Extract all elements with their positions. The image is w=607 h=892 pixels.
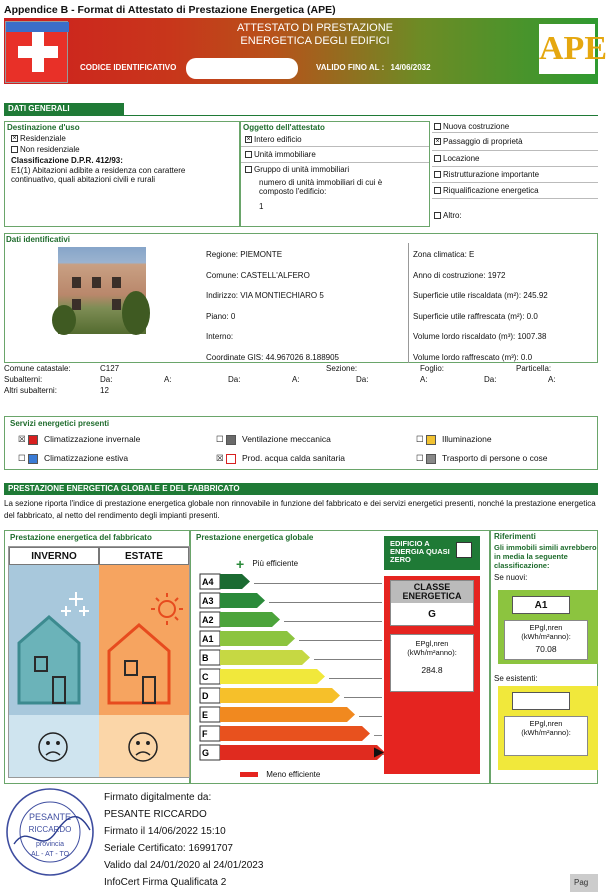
residenziale-label: Residenziale [20, 134, 66, 143]
section-dati-generali: DATI GENERALI [4, 103, 124, 115]
classificazione-title: Classificazione D.P.R. 412/93: [11, 156, 123, 165]
nuova-checkbox[interactable] [434, 123, 441, 130]
numero-label: numero di unità immobiliari di cui è composto l'edificio: [259, 178, 383, 196]
location-info [206, 245, 406, 369]
dati-identificativi-title: Dati identificativi [6, 235, 71, 244]
service-lighting-check[interactable]: ☐ [416, 434, 424, 444]
nuovi-epgl-value: 70.08 [535, 644, 557, 654]
service-lighting [416, 434, 492, 445]
class-arrow-d [200, 688, 382, 703]
altro-label: Altro: [443, 211, 462, 220]
sub-a-1: A: [164, 375, 172, 384]
altro-checkbox[interactable] [434, 212, 441, 219]
sig-line1: Firmato digitalmente da: [104, 792, 212, 803]
meno-efficiente-label [240, 770, 320, 779]
comune-catastale-value: C127 [100, 364, 120, 373]
inverno-label: INVERNO [9, 547, 99, 565]
ristrutturazione-label: Ristrutturazione importante [443, 170, 540, 179]
destinazione-title: Destinazione d'uso [7, 123, 80, 132]
oggetto-box [240, 121, 430, 227]
class-arrow-b [200, 650, 382, 665]
class-arrow-a3 [200, 593, 382, 608]
stamp-name: PESANTE [28, 812, 72, 822]
banner-title [220, 22, 410, 48]
sig-line3: Firmato il 14/06/2022 15:10 [104, 826, 226, 837]
service-ventilation-check[interactable]: ☐ [216, 434, 224, 444]
comune-catastale-label: Comune catastale: [4, 364, 71, 373]
subalterni-label: Subalterni: [4, 375, 43, 384]
service-summer-check[interactable]: ☐ [18, 453, 26, 463]
energy-class-scale [196, 574, 386, 770]
service-hot-water-label: Prod. acqua calda sanitaria [242, 453, 346, 463]
piemonte-flag-logo [5, 21, 68, 83]
class-bar-b [220, 650, 310, 665]
nzeb-label: EDIFICIO A ENERGIA QUASI ZERO [390, 539, 450, 564]
superficie-raffrescata: Superficie utile raffrescata (m²): 0.0 [413, 311, 538, 321]
indirizzo: Indirizzo: VIA MONTIECHIARO 5 [206, 291, 324, 301]
non-residenziale-checkbox[interactable] [11, 146, 18, 153]
tap-icon [226, 454, 236, 464]
sezione-label: Sezione: [326, 364, 358, 373]
class-arrow-e [200, 707, 382, 722]
class-label-d: D [202, 691, 209, 701]
sig-line2: PESANTE RICCARDO [104, 809, 207, 820]
intero-checkbox[interactable]: × [246, 136, 251, 144]
epgl-card [390, 634, 474, 692]
air-conditioner-icon [28, 454, 38, 464]
volume-raffrescato: Volume lordo raffrescato (m³): 0.0 [413, 352, 533, 362]
altri-subalterni-value: 12 [100, 386, 109, 395]
ristrutturazione-checkbox[interactable] [434, 171, 441, 178]
stamp-prov: provincia [35, 841, 65, 848]
class-arrow-g [200, 745, 389, 760]
houses-panel [8, 546, 190, 778]
class-arrow-a4 [200, 574, 382, 589]
valid-until [316, 63, 431, 72]
unita-label: Unità immobiliare [254, 150, 316, 159]
zona-climatica: Zona climatica: E [413, 250, 475, 259]
minus-icon [240, 772, 258, 777]
classe-card [390, 580, 474, 626]
service-summer-label: Climatizzazione estiva [44, 453, 129, 463]
gruppo-checkbox[interactable] [245, 166, 252, 173]
class-arrow-a2 [200, 612, 382, 627]
class-arrow-f [200, 726, 382, 741]
piano: Piano: 0 [206, 311, 236, 321]
classe-value: G [428, 609, 436, 620]
class-bar-a1 [220, 631, 295, 646]
service-winter-check[interactable]: ☒ [18, 434, 26, 444]
service-transport-label: Trasporto di persone o cose [442, 453, 548, 463]
class-bar-e [220, 707, 355, 722]
volume-riscaldato: Volume lordo riscaldato (m³): 1007.38 [413, 332, 547, 342]
sad-face-icon [39, 733, 67, 761]
gruppo-label: Gruppo di unità immobiliari [254, 165, 350, 174]
esistenti-epgl-card [504, 716, 588, 756]
residenziale-checkbox[interactable]: × [12, 135, 17, 143]
radiator-icon [28, 435, 38, 445]
class-label-b: B [202, 653, 209, 663]
fabbricato-title: Prestazione energetica del fabbricato [10, 533, 152, 542]
professional-stamp [4, 786, 96, 878]
piu-efficiente-text: Più efficiente [252, 559, 299, 569]
non-residenziale-label: Non residenziale [20, 145, 80, 154]
class-arrow-c [200, 669, 382, 684]
class-label-f: F [202, 729, 208, 739]
riqualificazione-label: Riqualificazione energetica [443, 186, 539, 195]
sub-a-4: A: [548, 375, 556, 384]
class-label-a4: A4 [202, 577, 214, 587]
esistenti-epgl-label: EPgl,nren (kWh/m²anno): [521, 719, 571, 737]
sub-da-2: Da: [228, 375, 241, 384]
banner-title-line2: ENERGETICA DEGLI EDIFICI [240, 35, 390, 47]
esistenti-classe [512, 692, 570, 710]
intero-label: Intero edificio [254, 135, 302, 144]
meno-efficiente-text: Meno efficiente [266, 770, 321, 779]
se-esistenti-label: Se esistenti: [494, 674, 538, 683]
motivo-box [432, 121, 598, 227]
passaggio-label: Passaggio di proprietà [443, 137, 523, 146]
sub-a-3: A: [420, 375, 428, 384]
sub-a-2: A: [292, 375, 300, 384]
class-bar-c [220, 669, 325, 684]
service-summer [18, 453, 128, 464]
nuovi-epgl-card [504, 620, 588, 660]
service-transport-check[interactable]: ☐ [416, 453, 424, 463]
nzeb-checkbox[interactable] [456, 542, 472, 558]
service-hot-water [216, 453, 345, 464]
valid-label: VALIDO FINO AL : [316, 63, 385, 72]
valid-date: 14/06/2032 [390, 63, 431, 72]
se-nuovi-label: Se nuovi: [494, 573, 528, 582]
servizi-title: Servizi energetici presenti [10, 419, 110, 428]
service-winter [18, 434, 140, 445]
stamp-sub: RICCARDO [28, 825, 72, 834]
code-redaction [186, 58, 298, 79]
class-bar-a3 [220, 593, 265, 608]
signature-block [104, 789, 263, 891]
class-label-c: C [202, 672, 209, 682]
comune: Comune: CASTELL'ALFERO [206, 270, 310, 280]
class-label-a2: A2 [202, 615, 214, 625]
oggetto-title: Oggetto dell'attestato [243, 123, 325, 132]
sub-da-4: Da: [484, 375, 497, 384]
service-hot-water-check[interactable]: ☒ [216, 453, 224, 463]
particella-label: Particella: [516, 364, 552, 373]
piu-efficiente-label [236, 556, 298, 572]
plus-icon: + [236, 556, 245, 572]
numero-value: 1 [259, 202, 264, 211]
riqualificazione-checkbox[interactable] [434, 187, 441, 194]
code-label: CODICE IDENTIFICATIVO [80, 63, 177, 72]
estate-label: ESTATE [99, 547, 189, 565]
riferimenti-sub: Gli immobili simili avrebbero in media la seguente classificazione: [494, 543, 597, 570]
unita-checkbox[interactable] [245, 151, 252, 158]
regione: Regione: PIEMONTE [206, 250, 283, 259]
houses-illustration [9, 565, 189, 777]
service-winter-label: Climatizzazione invernale [44, 434, 141, 444]
foglio-label: Foglio: [420, 364, 445, 373]
banner-title-line1: ATTESTATO DI PRESTAZIONE [236, 22, 394, 34]
esistenti-card [498, 686, 598, 770]
riferimenti-title: Riferimenti [494, 532, 536, 541]
nuovi-card [498, 590, 598, 664]
service-ventilation-label: Ventilazione meccanica [242, 434, 331, 444]
class-label-a1: A1 [202, 634, 214, 644]
service-ventilation [216, 434, 331, 445]
sig-line5: Valido dal 24/01/2020 al 24/01/2023 [104, 860, 264, 871]
class-bar-a2 [220, 612, 280, 627]
building-photo [58, 247, 146, 334]
classe-box [384, 576, 480, 774]
nuovi-classe: A1 [512, 596, 570, 614]
fan-icon [226, 435, 236, 445]
class-bar-d [220, 688, 340, 703]
class-bar-a4 [220, 574, 250, 589]
prestazione-intro: La sezione riporta l'indice di prestazione energetica globale non rinnovabile in funzione del fabbricato e dei servizi energetici presenti, nonché la prestazione energetica del fabbricato, al netto del rendimento degli impianti presenti. [4, 499, 596, 520]
class-bar-f [220, 726, 370, 741]
nuovi-epgl-label: EPgl,nren (kWh/m²anno): [521, 623, 571, 641]
document-title: Appendice B - Format di Attestato di Prestazione Energetica (APE) [4, 4, 336, 16]
coordinate: Coordinate GIS: 44.967026 8.188905 [206, 352, 339, 362]
nuova-label: Nuova costruzione [443, 122, 510, 131]
elevator-icon [426, 454, 436, 464]
epgl-value: 284.8 [421, 665, 443, 675]
sub-da-1: Da: [100, 375, 113, 384]
epgl-label: EPgl,nren (kWh/m²anno): [407, 639, 457, 657]
lightbulb-icon [426, 435, 436, 445]
interno: Interno: [206, 332, 234, 342]
stamp-loc: AL - AT - TO [30, 851, 70, 858]
ape-logo: APE [539, 24, 595, 74]
sad-face-icon-summer [129, 733, 157, 761]
sig-line6: InfoCert Firma Qualificata 2 [104, 877, 227, 888]
section-prestazione: PRESTAZIONE ENERGETICA GLOBALE E DEL FABBRICATO [4, 483, 598, 495]
class-label-g: G [202, 748, 210, 758]
anno-costruzione: Anno di costruzione: 1972 [413, 270, 506, 280]
locazione-label: Locazione [443, 154, 480, 163]
passaggio-checkbox[interactable]: × [435, 138, 440, 146]
class-label-e: E [202, 710, 209, 720]
class-bar-g [220, 745, 385, 760]
superficie-riscaldata: Superficie utile riscaldata (m²): 245.92 [413, 291, 548, 301]
sig-line4: Seriale Certificato: 16991707 [104, 843, 233, 854]
classificazione-text: E1(1) Abitazioni adibite a residenza con carattere continuativo, quali abitazioni civili e rurali [11, 166, 186, 184]
service-lighting-label: Illuminazione [442, 434, 492, 444]
locazione-checkbox[interactable] [434, 155, 441, 162]
class-label-a3: A3 [202, 596, 214, 606]
building-info [413, 245, 598, 369]
sub-da-3: Da: [356, 375, 369, 384]
destinazione-box [4, 121, 240, 227]
class-arrow-a1 [200, 631, 382, 646]
altri-subalterni-label: Altri subalterni: [4, 386, 57, 395]
globale-title: Prestazione energetica globale [196, 533, 314, 542]
catasto-rows [4, 364, 598, 397]
nzeb-box [384, 536, 480, 570]
page-label: Pag [570, 874, 598, 892]
service-transport [416, 453, 548, 464]
classe-label: CLASSE ENERGETICA [391, 581, 473, 603]
